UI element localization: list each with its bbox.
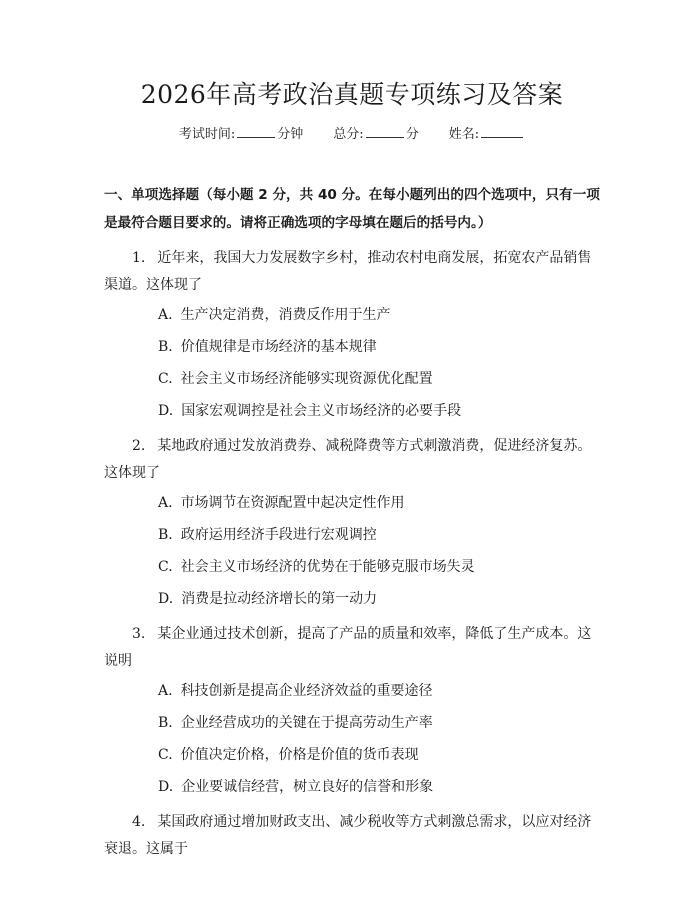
option-b: B. 政府运用经济手段进行宏观调控 [158, 527, 377, 543]
option-b: B. 价值规律是市场经济的基本规律 [158, 339, 377, 355]
question-stem [104, 809, 600, 863]
option-list [104, 681, 600, 797]
total-score-unit: 分 [405, 127, 419, 142]
option-list [104, 493, 600, 609]
option-b: B. 企业经营成功的关键在于提高劳动生产率 [158, 715, 433, 731]
total-score-field [333, 124, 418, 145]
question-number: 1. [132, 250, 146, 266]
option-d: D. 企业要诚信经营，树立良好的信誉和形象 [158, 779, 434, 795]
question-text: 某企业通过技术创新，提高了产品的质量和效率，降低了生产成本。这说明 [104, 626, 592, 669]
question-text: 近年来，我国大力发展数字乡村，推动农村电商发展，拓宽农产品销售渠道。这体现了 [104, 250, 592, 293]
option-a: A. 科技创新是提高企业经济效益的重要途径 [158, 683, 433, 699]
question-block [104, 245, 600, 421]
exam-time-label: 考试时间: [178, 127, 236, 142]
exam-time-unit: 分钟 [277, 127, 304, 142]
question-number: 4. [132, 814, 146, 830]
question-stem [104, 245, 600, 299]
question-text: 某国政府通过增加财政支出、减少税收等方式刺激总需求，以应对经济衰退。这属于 [104, 814, 592, 857]
option-c: C. 社会主义市场经济的优势在于能够克服市场失灵 [158, 559, 475, 575]
option-d: D. 国家宏观调控是社会主义市场经济的必要手段 [158, 403, 462, 419]
name-label: 姓名: [448, 127, 480, 142]
question-block [104, 621, 600, 797]
option-list [104, 305, 600, 421]
option-a: A. 市场调节在资源配置中起决定性作用 [158, 495, 405, 511]
question-text: 某地政府通过发放消费券、减税降费等方式刺激消费，促进经济复苏。这体现了 [104, 438, 592, 481]
exam-time-blank [237, 124, 275, 138]
question-stem [104, 621, 600, 675]
exam-meta-row [104, 124, 600, 145]
section-heading: 一、单项选择题（每小题 2 分，共 40 分。在每小题列出的四个选项中，只有一项是最符合题目要求的。请将正确选项的字母填在题后的括号内。） [104, 187, 600, 231]
exam-time-field [179, 124, 303, 145]
document-title: 2026年高考政治真题专项练习及答案 [140, 80, 564, 109]
option-c: C. 价值决定价格，价格是价值的货币表现 [158, 747, 419, 763]
option-d: D. 消费是拉动经济增长的第一动力 [158, 591, 378, 607]
name-field [449, 124, 525, 145]
question-block [104, 433, 600, 609]
total-score-blank [366, 124, 404, 138]
total-score-label: 总分: [333, 127, 364, 142]
question-number: 2. [132, 438, 146, 454]
question-stem [104, 433, 600, 487]
question-block [104, 809, 600, 863]
name-blank [481, 124, 523, 138]
option-a: A. 生产决定消费，消费反作用于生产 [158, 307, 391, 323]
option-c: C. 社会主义市场经济能够实现资源优化配置 [158, 371, 433, 387]
question-number: 3. [132, 626, 146, 642]
